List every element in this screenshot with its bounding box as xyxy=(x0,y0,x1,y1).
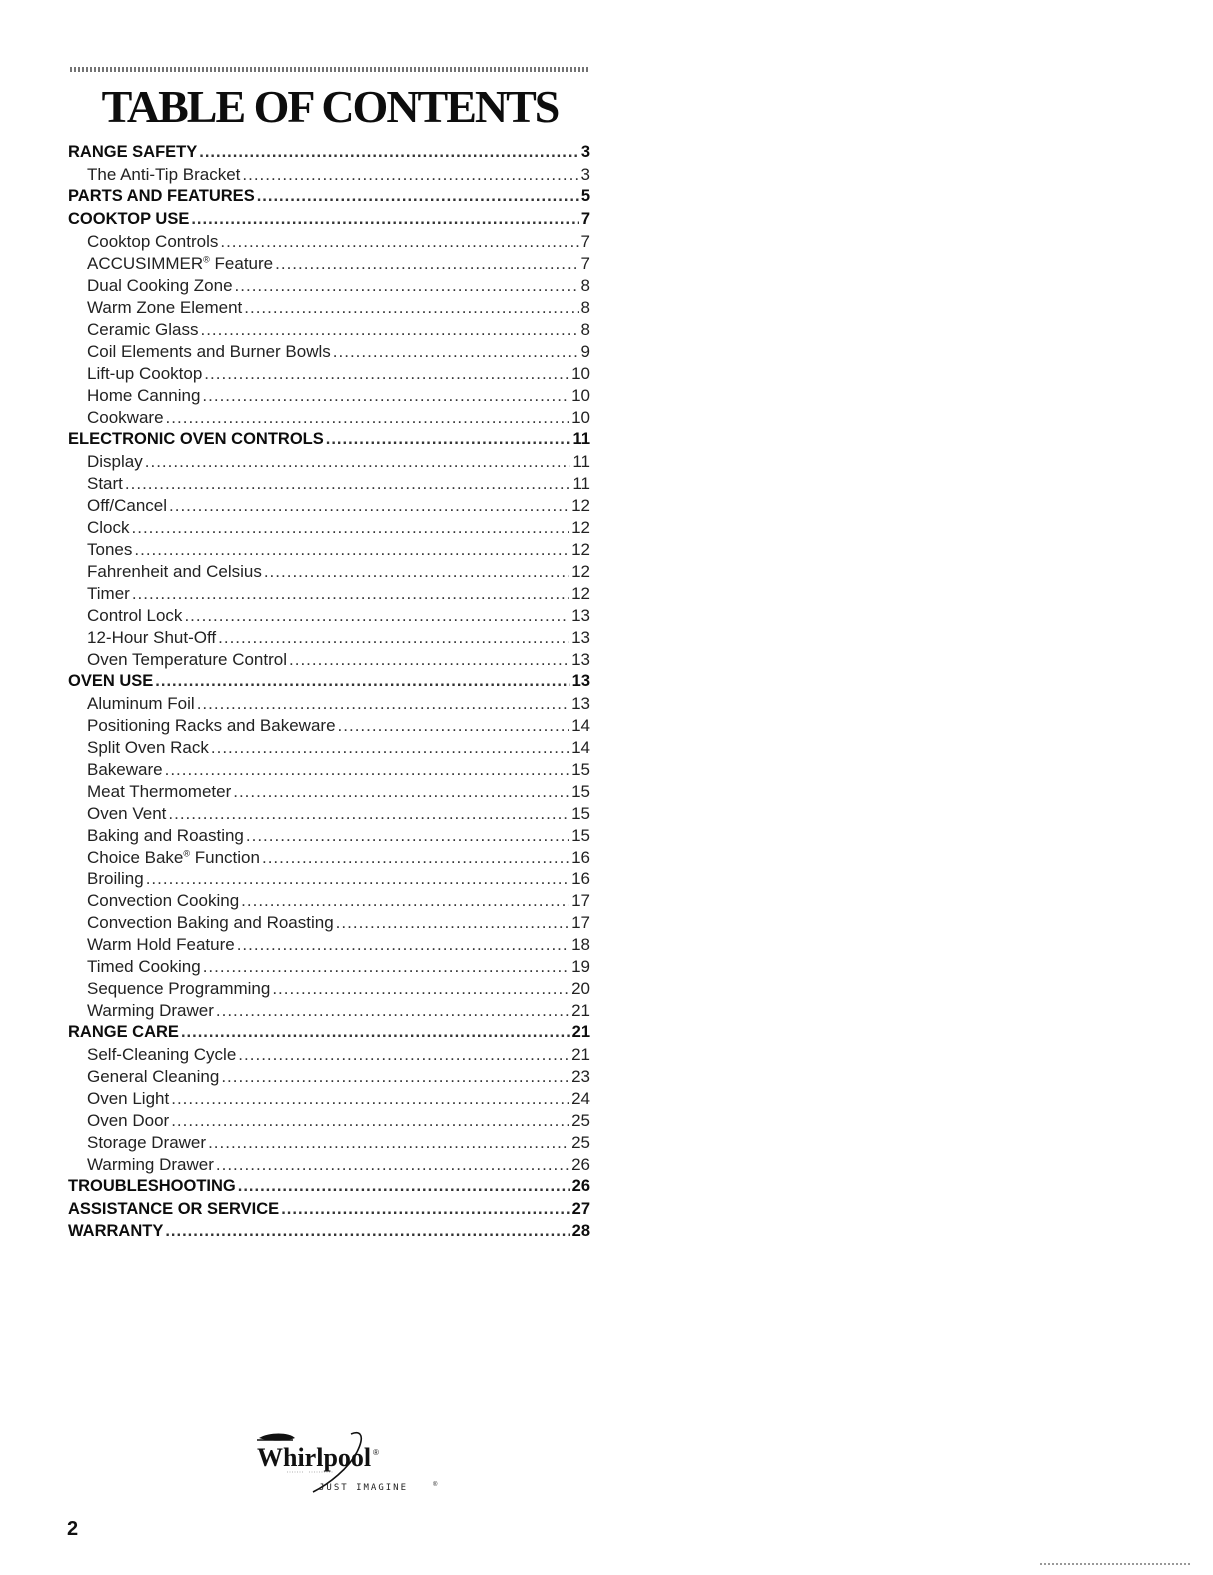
toc-entry-label: Lift-up Cooktop xyxy=(87,363,203,383)
toc-subsection-entry[interactable] xyxy=(68,868,590,890)
top-dotted-rule xyxy=(70,67,590,72)
toc-subsection-entry[interactable] xyxy=(68,583,590,605)
toc-entry-label: The Anti-Tip Bracket xyxy=(87,165,241,185)
toc-entry-label: Baking and Roasting xyxy=(87,825,244,845)
toc-subsection-entry[interactable] xyxy=(68,1110,590,1132)
toc-leader-dots xyxy=(221,1066,569,1087)
toc-subsection-entry[interactable] xyxy=(68,341,590,363)
toc-leader-dots xyxy=(237,934,569,955)
toc-page-number: 5 xyxy=(580,187,590,206)
toc-page-number: 21 xyxy=(571,1001,590,1021)
toc-section-entry[interactable] xyxy=(68,209,590,231)
toc-leader-dots xyxy=(125,473,570,494)
toc-leader-dots xyxy=(235,275,579,296)
toc-entry-label: Home Canning xyxy=(87,385,201,405)
toc-subsection-entry[interactable] xyxy=(68,715,590,737)
toc-entry-label: Warm Hold Feature xyxy=(87,935,235,955)
toc-subsection-entry[interactable] xyxy=(68,737,590,759)
svg-text:®: ® xyxy=(433,1482,438,1488)
toc-leader-dots xyxy=(165,759,569,780)
toc-page-number: 18 xyxy=(571,935,590,955)
toc-section-entry[interactable] xyxy=(68,1176,590,1198)
toc-entry-label: Convection Baking and Roasting xyxy=(87,913,334,933)
toc-leader-dots xyxy=(204,363,569,384)
toc-entry-label: Oven Light xyxy=(87,1089,170,1109)
toc-page-number: 12 xyxy=(571,583,590,603)
toc-entry-label: Display xyxy=(87,452,143,472)
whirlpool-logo-icon xyxy=(243,1428,443,1498)
toc-section-entry[interactable] xyxy=(68,186,590,208)
toc-leader-dots xyxy=(191,209,578,230)
toc-subsection-entry[interactable] xyxy=(68,363,590,385)
toc-page-number: 7 xyxy=(580,232,590,252)
toc-section-entry[interactable] xyxy=(68,142,590,164)
toc-entry-label: ELECTRONIC OVEN CONTROLS xyxy=(68,429,324,448)
toc-leader-dots xyxy=(218,627,569,648)
toc-page-number: 8 xyxy=(580,276,590,296)
toc-entry-label: Oven Door xyxy=(87,1111,170,1131)
toc-leader-dots xyxy=(326,429,571,450)
toc-leader-dots xyxy=(199,142,579,163)
registered-mark: ® xyxy=(183,847,191,858)
toc-subsection-entry[interactable] xyxy=(68,781,590,803)
toc-leader-dots xyxy=(338,715,570,736)
toc-page-number: 12 xyxy=(571,561,590,581)
toc-subsection-entry[interactable] xyxy=(68,956,590,978)
toc-leader-dots xyxy=(289,649,569,670)
toc-entry-label: Timer xyxy=(87,583,130,603)
toc-entry-label: Warming Drawer xyxy=(87,1001,214,1021)
whirlpool-logo xyxy=(243,1428,443,1498)
toc-leader-dots xyxy=(132,517,570,538)
toc-leader-dots xyxy=(216,1154,569,1175)
toc-subsection-entry[interactable] xyxy=(68,605,590,627)
toc-leader-dots xyxy=(246,825,569,846)
toc-subsection-entry[interactable] xyxy=(68,539,590,561)
toc-leader-dots xyxy=(202,385,569,406)
toc-leader-dots xyxy=(166,407,570,428)
toc-entry-label: Sequence Programming xyxy=(87,979,271,999)
toc-page-number: 17 xyxy=(571,913,590,933)
toc-subsection-entry[interactable] xyxy=(68,978,590,1000)
toc-subsection-entry[interactable] xyxy=(68,693,590,715)
toc-entry-label: Warming Drawer xyxy=(87,1155,214,1175)
toc-entry-label: Aluminum Foil xyxy=(87,693,195,713)
toc-entry-label: Timed Cooking xyxy=(87,957,201,977)
toc-page-number: 11 xyxy=(572,429,590,448)
toc-subsection-entry[interactable] xyxy=(68,803,590,825)
toc-leader-dots xyxy=(200,319,578,340)
toc-entry-label: 12-Hour Shut-Off xyxy=(87,627,217,647)
toc-leader-dots xyxy=(181,1022,570,1043)
toc-page-number: 13 xyxy=(571,605,590,625)
toc-page-number: 11 xyxy=(572,452,590,472)
toc-leader-dots xyxy=(211,737,569,758)
toc-page-number: 15 xyxy=(571,781,590,801)
toc-page-number: 12 xyxy=(571,539,590,559)
toc-entry-label: Control Lock xyxy=(87,605,183,625)
toc-page-number: 9 xyxy=(580,341,590,361)
toc-leader-dots xyxy=(336,912,569,933)
toc-subsection-entry[interactable] xyxy=(68,1154,590,1176)
toc-entry-label: General Cleaning xyxy=(87,1067,220,1087)
toc-page-number: 12 xyxy=(571,496,590,515)
toc-page-number: 10 xyxy=(571,385,590,405)
toc-entry-label: Meat Thermometer xyxy=(87,781,232,801)
toc-subsection-entry[interactable] xyxy=(68,517,590,539)
toc-entry-label: RANGE SAFETY xyxy=(68,143,198,161)
toc-page-number: 14 xyxy=(571,737,590,757)
toc-page-number: 21 xyxy=(571,1045,590,1065)
page-number: 2 xyxy=(67,1518,79,1540)
toc-page-number: 14 xyxy=(571,715,590,735)
toc-entry-label: Ceramic Glass xyxy=(87,320,199,339)
toc-subsection-entry[interactable] xyxy=(68,561,590,583)
toc-subsection-entry[interactable] xyxy=(68,275,590,297)
toc-leader-dots xyxy=(241,890,569,911)
toc-page-number: 12 xyxy=(571,517,590,537)
toc-section-entry[interactable] xyxy=(68,1221,590,1243)
toc-page-number: 8 xyxy=(580,320,590,339)
registered-mark: ® xyxy=(203,254,210,265)
toc-leader-dots xyxy=(272,978,569,999)
toc-leader-dots xyxy=(165,1221,569,1242)
toc-page-number: 10 xyxy=(571,407,590,427)
toc-subsection-entry[interactable] xyxy=(68,825,590,847)
toc-leader-dots xyxy=(275,253,578,274)
bottom-dotted-rule xyxy=(1040,1563,1190,1565)
toc-leader-dots xyxy=(145,451,571,472)
toc-entry-label: Convection Cooking xyxy=(87,891,240,911)
toc-page-number: 10 xyxy=(571,363,590,383)
toc-entry-label: ASSISTANCE OR SERVICE xyxy=(68,1199,280,1218)
toc-page-number: 13 xyxy=(571,693,590,713)
toc-subsection-entry[interactable] xyxy=(68,847,590,869)
toc-entry-label: Oven Vent xyxy=(87,803,167,823)
toc-entry-label: Tones xyxy=(87,539,133,559)
toc-subsection-entry[interactable] xyxy=(68,1088,590,1110)
toc-leader-dots xyxy=(216,1000,569,1021)
toc-section-entry[interactable] xyxy=(68,1022,590,1044)
svg-text:®: ® xyxy=(373,1448,379,1457)
toc-page-number: 7 xyxy=(580,209,590,228)
toc-page-number: 16 xyxy=(571,847,590,867)
toc-entry-label: PARTS AND FEATURES xyxy=(68,187,255,206)
toc-page-number: 25 xyxy=(571,1133,590,1153)
toc-entry-label: Warm Zone Element xyxy=(87,298,243,318)
toc-entry-label: Bakeware xyxy=(87,759,163,779)
toc-leader-dots xyxy=(257,186,579,207)
toc-page-number: 13 xyxy=(571,627,590,647)
toc-page-number: 26 xyxy=(571,1177,590,1196)
toc-subsection-entry[interactable] xyxy=(68,297,590,319)
page-title: TABLE OF CONTENTS xyxy=(101,81,559,132)
toc-page-number: 25 xyxy=(571,1111,590,1131)
toc-leader-dots xyxy=(281,1199,569,1220)
toc-subsection-entry[interactable] xyxy=(68,759,590,781)
toc-entry-label: Dual Cooking Zone xyxy=(87,276,233,296)
toc-page-number: 23 xyxy=(571,1067,590,1087)
toc-subsection-entry[interactable] xyxy=(68,451,590,473)
toc-section-entry[interactable] xyxy=(68,429,590,451)
toc-subsection-entry[interactable] xyxy=(68,627,590,649)
toc-entry-label: RANGE CARE xyxy=(68,1023,179,1041)
toc-section-entry[interactable] xyxy=(68,1199,590,1221)
toc-leader-dots xyxy=(238,1176,570,1197)
toc-entry-label: Off/Cancel xyxy=(87,496,168,515)
toc-leader-dots xyxy=(197,693,569,714)
logo-tagline: JUST IMAGINE xyxy=(319,1483,409,1493)
toc-leader-dots xyxy=(244,297,578,318)
toc-entry-label: Start xyxy=(87,474,123,494)
toc-leader-dots xyxy=(233,781,569,802)
toc-page-number: 27 xyxy=(571,1199,590,1218)
toc-leader-dots xyxy=(203,956,569,977)
toc-leader-dots xyxy=(220,231,578,252)
toc-page-number: 20 xyxy=(571,979,590,999)
toc-leader-dots xyxy=(238,1044,569,1065)
toc-subsection-entry[interactable] xyxy=(68,1132,590,1154)
logo-brand-text: Whirlpool xyxy=(257,1443,372,1472)
toc-leader-dots xyxy=(262,847,569,868)
toc-subsection-entry[interactable] xyxy=(68,1066,590,1088)
toc-leader-dots xyxy=(171,1110,569,1131)
toc-entry-label: Oven Temperature Control xyxy=(87,649,288,669)
table-of-contents xyxy=(68,142,590,1243)
toc-entry-label: Positioning Racks and Bakeware xyxy=(87,715,336,735)
toc-subsection-entry[interactable] xyxy=(68,385,590,407)
toc-leader-dots xyxy=(184,605,569,626)
toc-subsection-entry[interactable] xyxy=(68,473,590,495)
toc-page-number: 3 xyxy=(580,143,590,161)
toc-subsection-entry[interactable] xyxy=(68,319,590,341)
toc-page-number: 26 xyxy=(571,1155,590,1175)
toc-entry-label: Split Oven Rack xyxy=(87,737,209,757)
toc-leader-dots xyxy=(168,803,569,824)
toc-page-number: 13 xyxy=(571,649,590,669)
toc-leader-dots xyxy=(208,1132,569,1153)
toc-entry-label: WARRANTY xyxy=(68,1221,164,1240)
toc-leader-dots xyxy=(169,495,569,516)
toc-subsection-entry[interactable] xyxy=(68,164,590,186)
toc-entry-label: Choice Bake® Function xyxy=(87,847,260,867)
toc-subsection-entry[interactable] xyxy=(68,1000,590,1022)
toc-page-number: 28 xyxy=(571,1221,590,1240)
toc-entry-label: ACCUSIMMER® Feature xyxy=(87,254,274,274)
toc-page-number: 13 xyxy=(571,671,590,690)
toc-page-number: 7 xyxy=(580,254,590,274)
toc-subsection-entry[interactable] xyxy=(68,890,590,912)
toc-leader-dots xyxy=(132,583,569,604)
toc-page-number: 15 xyxy=(571,759,590,779)
toc-page-number: 16 xyxy=(571,869,590,889)
toc-subsection-entry[interactable] xyxy=(68,253,590,275)
toc-subsection-entry[interactable] xyxy=(68,407,590,429)
toc-subsection-entry[interactable] xyxy=(68,1044,590,1066)
toc-leader-dots xyxy=(146,868,569,889)
toc-entry-label: Cooktop Controls xyxy=(87,232,219,252)
toc-page-number: 3 xyxy=(580,165,590,185)
toc-page-number: 11 xyxy=(572,474,590,494)
toc-page-number: 15 xyxy=(571,825,590,845)
toc-entry-label: Broiling xyxy=(87,869,144,889)
toc-section-entry[interactable] xyxy=(68,671,590,693)
toc-page-number: 15 xyxy=(571,803,590,823)
toc-entry-label: COOKTOP USE xyxy=(68,209,190,228)
toc-page-number: 17 xyxy=(571,891,590,911)
toc-leader-dots xyxy=(155,671,569,692)
toc-page-number: 21 xyxy=(571,1023,590,1041)
toc-leader-dots xyxy=(264,561,569,582)
toc-page-number: 8 xyxy=(580,298,590,318)
toc-entry-label: Cookware xyxy=(87,407,164,427)
toc-entry-label: Storage Drawer xyxy=(87,1133,207,1153)
toc-entry-label: Fahrenheit and Celsius xyxy=(87,561,262,581)
toc-entry-label: Self-Cleaning Cycle xyxy=(87,1045,237,1065)
toc-subsection-entry[interactable] xyxy=(68,495,590,517)
toc-subsection-entry[interactable] xyxy=(68,231,590,253)
toc-leader-dots xyxy=(134,539,569,560)
toc-page-number: 24 xyxy=(571,1089,590,1109)
toc-leader-dots xyxy=(333,341,579,362)
toc-subsection-entry[interactable] xyxy=(68,649,590,671)
toc-subsection-entry[interactable] xyxy=(68,934,590,956)
toc-entry-label: TROUBLESHOOTING xyxy=(68,1177,236,1196)
toc-leader-dots xyxy=(171,1088,569,1109)
toc-entry-label: OVEN USE xyxy=(68,671,154,690)
toc-entry-label: Clock xyxy=(87,517,130,537)
toc-subsection-entry[interactable] xyxy=(68,912,590,934)
toc-entry-label: Coil Elements and Burner Bowls xyxy=(87,341,331,361)
toc-page-number: 19 xyxy=(571,957,590,977)
toc-leader-dots xyxy=(242,164,578,185)
